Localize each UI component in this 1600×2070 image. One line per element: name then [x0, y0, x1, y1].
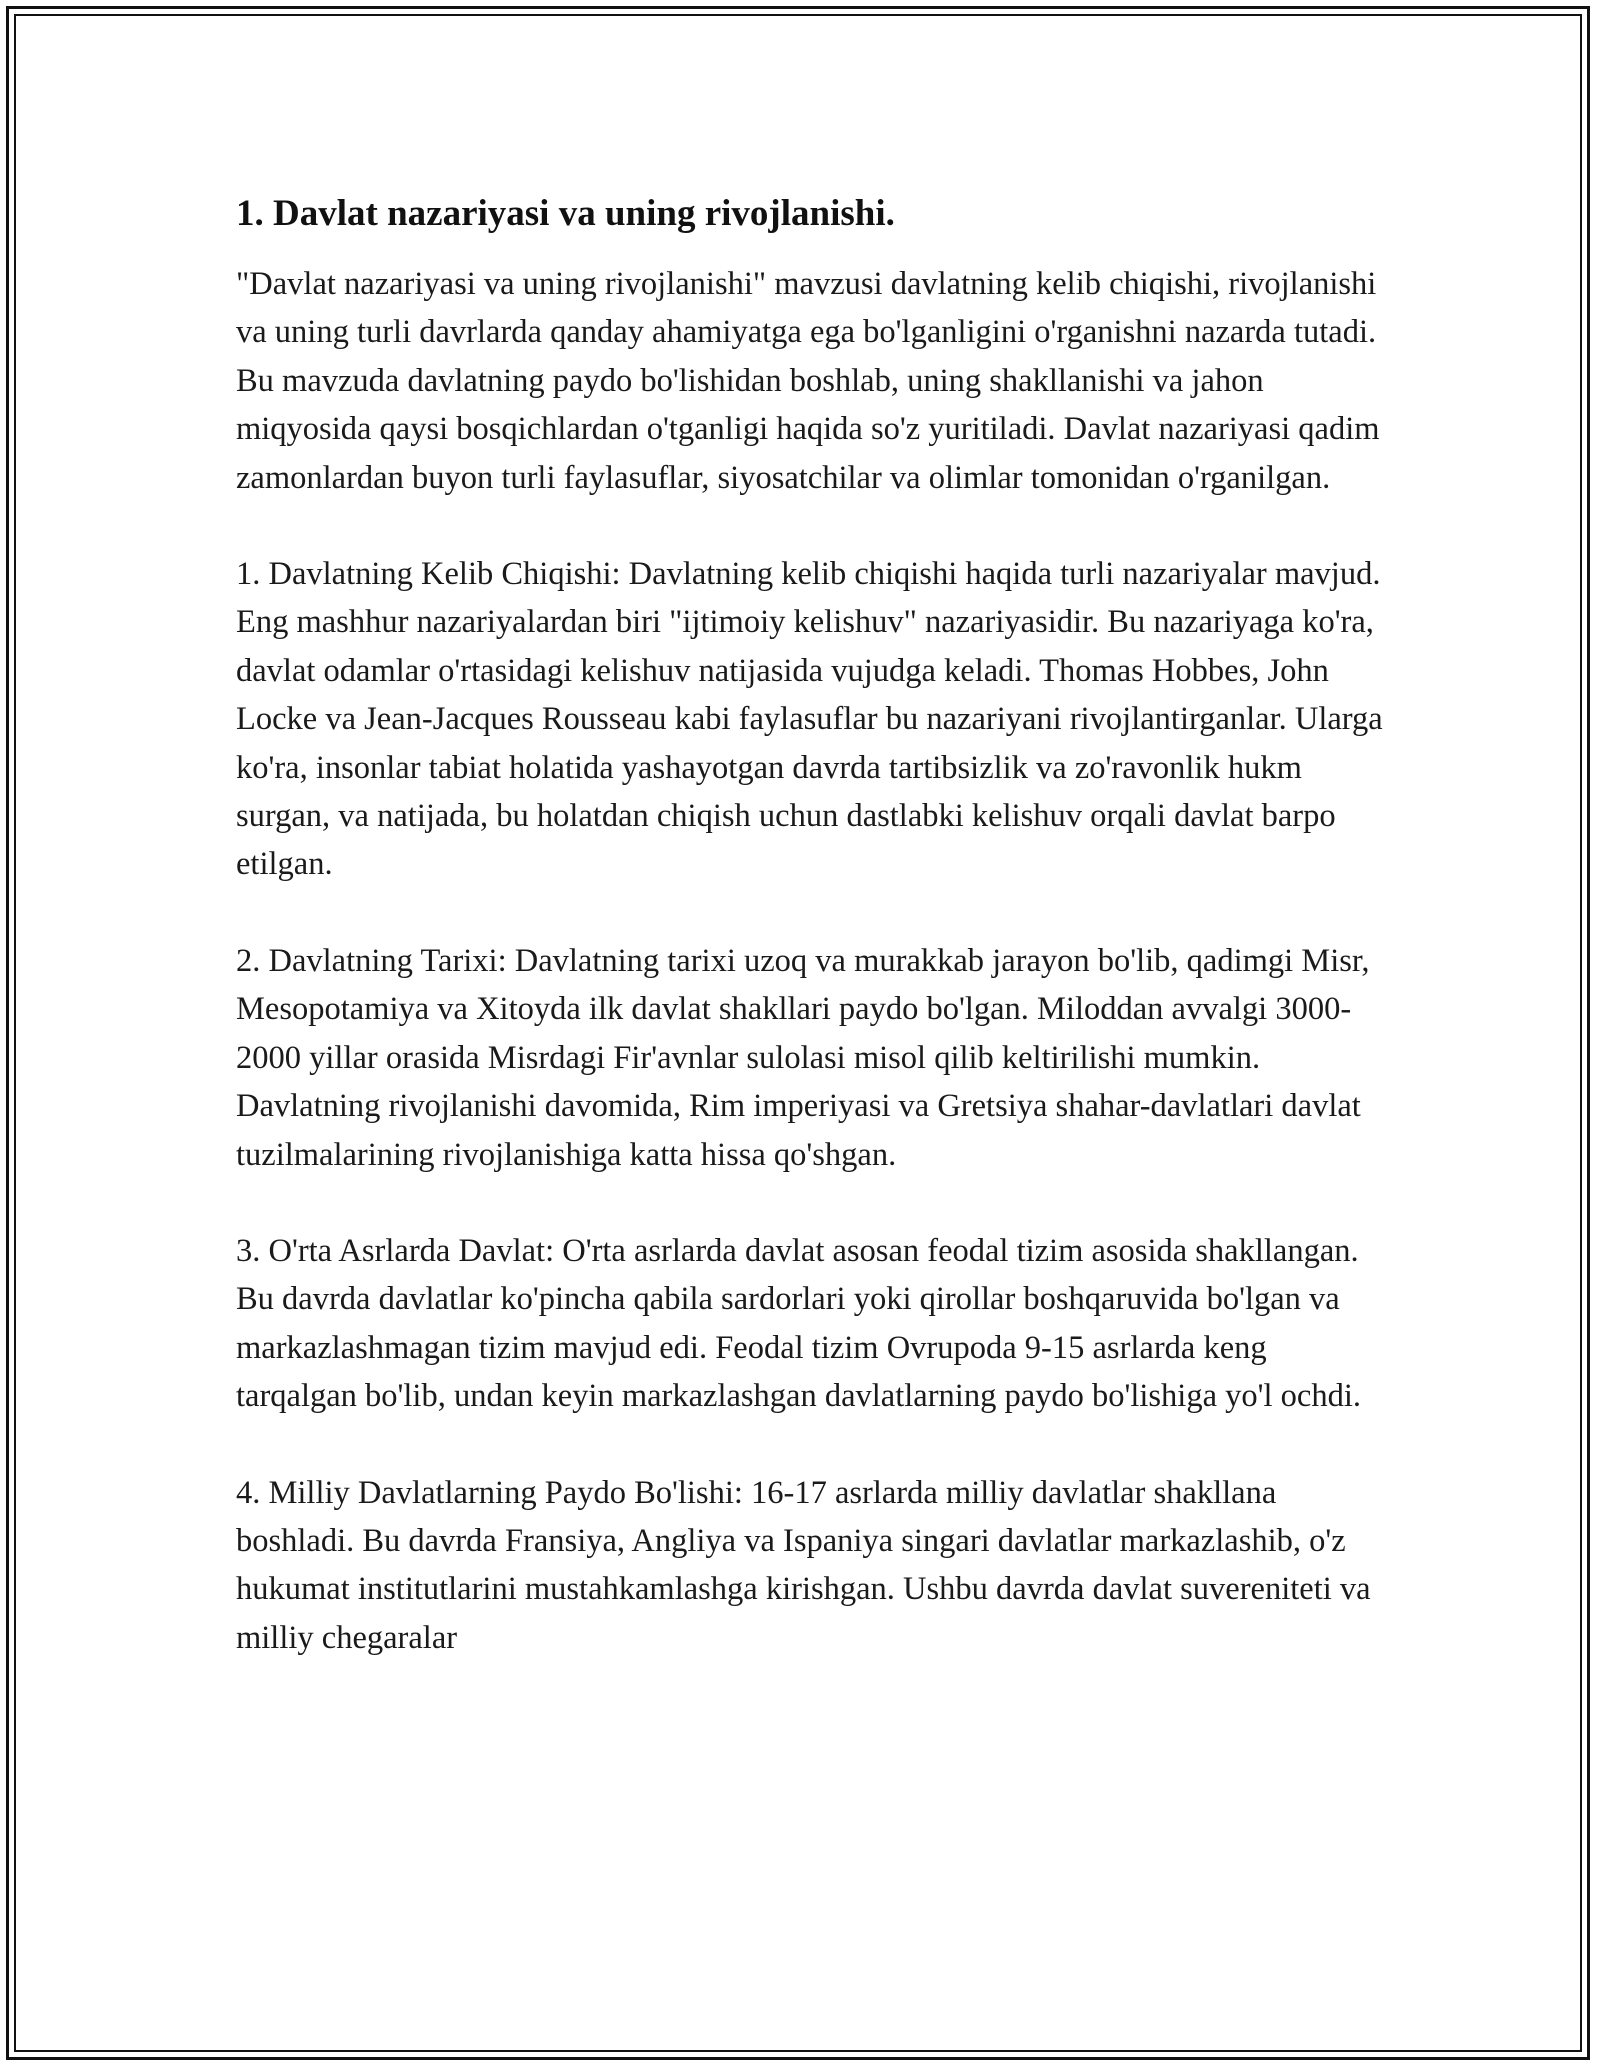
section-paragraph-origin: 1. Davlatning Kelib Chiqishi: Davlatning kelib chiqishi haqida turli nazariyalar mavjud. Eng mashhur nazariyalardan biri "ijtimoiy kelishuv" nazariyasidir. Bu nazariyaga ko'ra, davlat odamlar o'rtasidagi kelishuv natijasida vujudga keladi. Thomas Hobbes, John Locke va Jean-Jacques Rousseau kabi faylasuflar bu nazariyani rivojlantirganlar. Ularga ko'ra, insonlar tabiat holatida yashayotgan davrda tartibsizlik va zo'ravonlik hukm surgan, va natijada, bu holatdan chiqish uchun dastlabki kelishuv orqali davlat barpo etilgan.: [236, 556, 1383, 883]
section-paragraph-national-states: 4. Milliy Davlatlarning Paydo Bo'lishi: 16-17 asrlarda milliy davlatlar shakllana boshladi. Bu davrda Fransiya, Angliya va Ispaniya singari davlatlar markazlashib, o'z hukumat institutlarini mustahkamlashga kirishgan. Ushbu davrda davlat suvereniteti va milliy chegaralar: [236, 1474, 1371, 1656]
document-body: [236, 188, 1386, 1710]
section-paragraph-middle-ages: 3. O'rta Asrlarda Davlat: O'rta asrlarda davlat asosan feodal tizim asosida shakllangan. Bu davrda davlatlar ko'pincha qabila sardorlari yoki qirollar boshqaruvida bo'lgan va markazlashmagan tizim mavjud edi. Feodal tizim Ovrupoda 9-15 asrlarda keng tarqalgan bo'lib, undan keyin markazlashgan davlatlarning paydo bo'lishiga yo'l ochdi.: [236, 1232, 1361, 1415]
section-paragraph-history: 2. Davlatning Tarixi: Davlatning tarixi uzoq va murakkab jarayon bo'lib, qadimgi Misr, Mesopotamiya va Xitoyda ilk davlat shakllari paydo bo'lgan. Miloddan avvalgi 3000-2000 yillar orasida Misrdagi Fir'avnlar sulolasi misol qilib keltirilishi mumkin. Davlatning rivojlanishi davomida, Rim imperiyasi va Gretsiya shahar-davlatlari davlat tuzilmalarining rivojlanishiga katta hissa qo'shgan.: [236, 942, 1370, 1173]
document-title: 1. Davlat nazariyasi va uning rivojlanishi.: [236, 193, 895, 234]
intro-paragraph: "Davlat nazariyasi va uning rivojlanishi" mavzusi davlatning kelib chiqishi, rivojlanishi va uning turli davrlarda qanday ahamiyatga ega bo'lganligini o'rganishni nazarda tutadi. Bu mavzuda davlatning paydo bo'lishidan boshlab, uning shakllanishi va jahon miqyosida qaysi bosqichlardan o'tganligi haqida so'z yuritiladi. Davlat nazariyasi qadim zamonlardan buyon turli faylasuflar, siyosatchilar va olimlar tomonidan o'rganilgan.: [236, 266, 1380, 496]
